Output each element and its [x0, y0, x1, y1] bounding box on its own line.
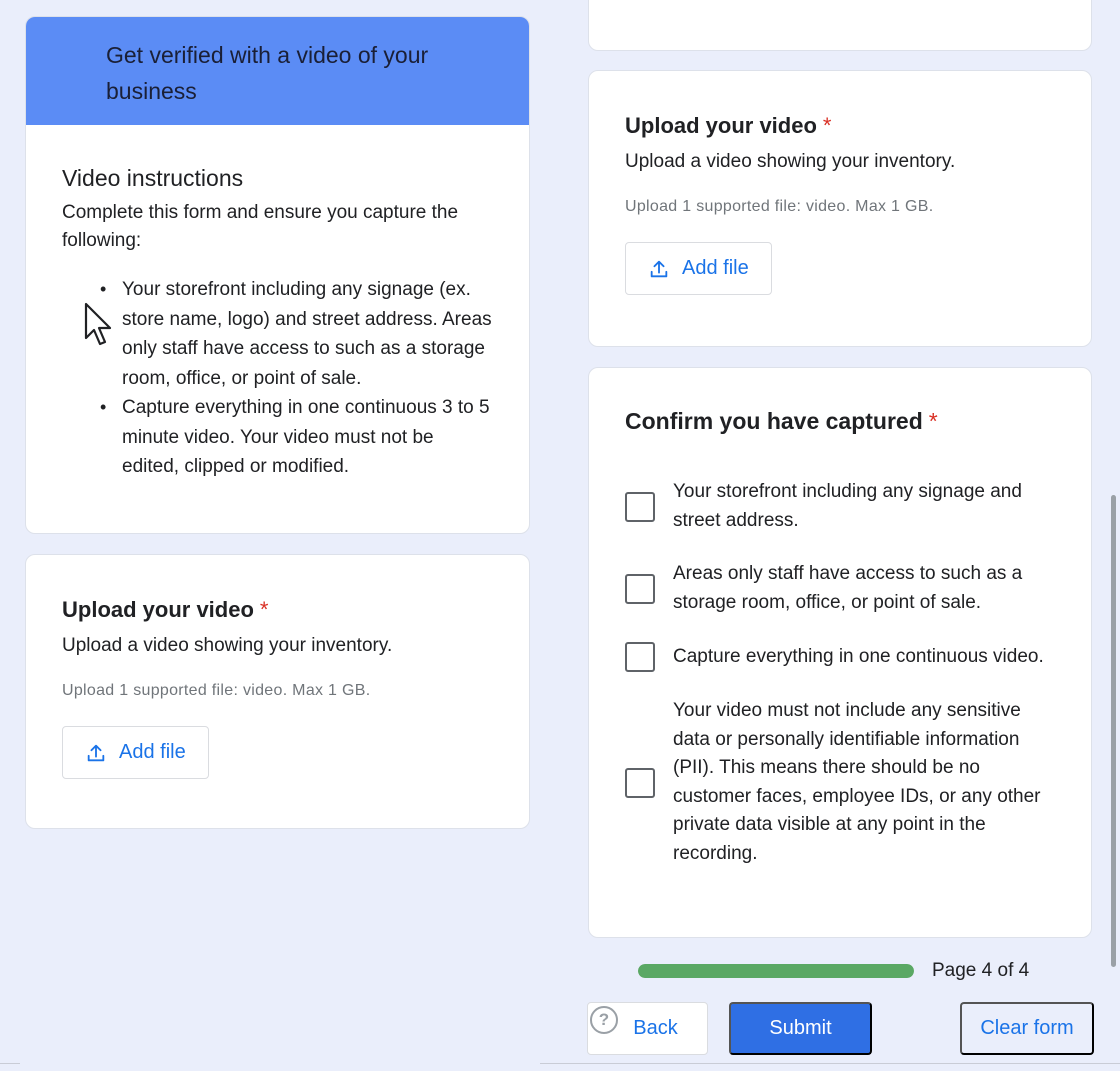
instruction-item: • Your storefront including any signage (ex. store name, logo) and street address. Areas only staff have access to such as a storage room, office, or point of sale.: [122, 275, 493, 393]
checkbox-label: Capture everything in one continuous video.: [673, 645, 1044, 667]
upload-note: Upload 1 supported file: video. Max 1 GB.: [625, 198, 934, 215]
question-title-text: Upload your video: [62, 597, 254, 622]
instruction-item: • Capture everything in one continuous 3 to 5 minute video. Your video must not be edited, clipped or modified.: [122, 393, 493, 482]
clear-form-label: Clear form: [980, 1017, 1074, 1039]
upload-video-card: [25, 554, 530, 829]
question-description: Upload a video showing your inventory.: [625, 151, 956, 172]
upload-video-card: [588, 70, 1092, 347]
progress-bar-fill: [638, 964, 914, 978]
page-indicator: Page 4 of 4: [932, 960, 1030, 981]
checkbox[interactable]: [625, 642, 655, 672]
required-asterisk: *: [822, 113, 832, 138]
divider: [0, 1063, 20, 1064]
back-label: Back: [633, 1017, 678, 1039]
instructions-list: [62, 275, 493, 482]
mouse-cursor-icon: [84, 302, 116, 350]
help-icon[interactable]: ?: [590, 1006, 618, 1034]
header-band: [26, 17, 529, 125]
question-title: [625, 406, 1055, 436]
instructions-heading: Video instructions: [62, 165, 244, 191]
question-title: [625, 111, 1055, 141]
clear-form-button[interactable]: [960, 1002, 1094, 1055]
submit-button[interactable]: [729, 1002, 872, 1055]
progress-bar: [638, 964, 914, 978]
previous-card: [588, 0, 1092, 51]
progress-indicator: [638, 957, 1058, 985]
checkbox[interactable]: [625, 768, 655, 798]
add-file-button[interactable]: [62, 726, 209, 779]
question-title-text: Upload your video: [625, 113, 817, 138]
upload-note: Upload 1 supported file: video. Max 1 GB.: [62, 682, 371, 699]
add-file-label: Add file: [119, 741, 186, 763]
confirm-captured-card: [588, 367, 1092, 938]
question-description: Upload a video showing your inventory.: [62, 635, 393, 656]
submit-label: Submit: [769, 1017, 832, 1039]
question-title: [62, 595, 493, 625]
form-header-card: [25, 16, 530, 534]
checkbox-option[interactable]: [625, 697, 1055, 868]
checkbox-label: Your storefront including any signage and street address.: [673, 481, 1022, 531]
upload-icon: [85, 742, 107, 764]
checkbox-option[interactable]: [625, 478, 1055, 535]
instructions-intro: Complete this form and ensure you capture the following:: [62, 202, 459, 251]
question-title-text: Confirm you have captured: [625, 408, 923, 434]
required-asterisk: *: [928, 408, 938, 434]
divider: [540, 1063, 1120, 1064]
add-file-label: Add file: [682, 257, 749, 279]
checkbox-label: Areas only staff have access to such as a storage room, office, or point of sale.: [673, 563, 1023, 613]
required-asterisk: *: [259, 597, 269, 622]
checkbox[interactable]: [625, 492, 655, 522]
form-title: Get verified with a video of your business: [106, 42, 429, 104]
add-file-button[interactable]: [625, 242, 772, 295]
checkbox-label: Your video must not include any sensitive data or personally identifiable information (PII). This means there should be no customer faces, employee IDs, or any other private data visible at any point in the recording.: [673, 700, 1041, 864]
upload-icon: [648, 258, 670, 280]
checkbox[interactable]: [625, 574, 655, 604]
checkbox-option[interactable]: [625, 642, 1055, 672]
checkbox-option[interactable]: [625, 560, 1055, 617]
checkbox-list: [625, 478, 1055, 868]
scrollbar[interactable]: [1111, 495, 1116, 967]
